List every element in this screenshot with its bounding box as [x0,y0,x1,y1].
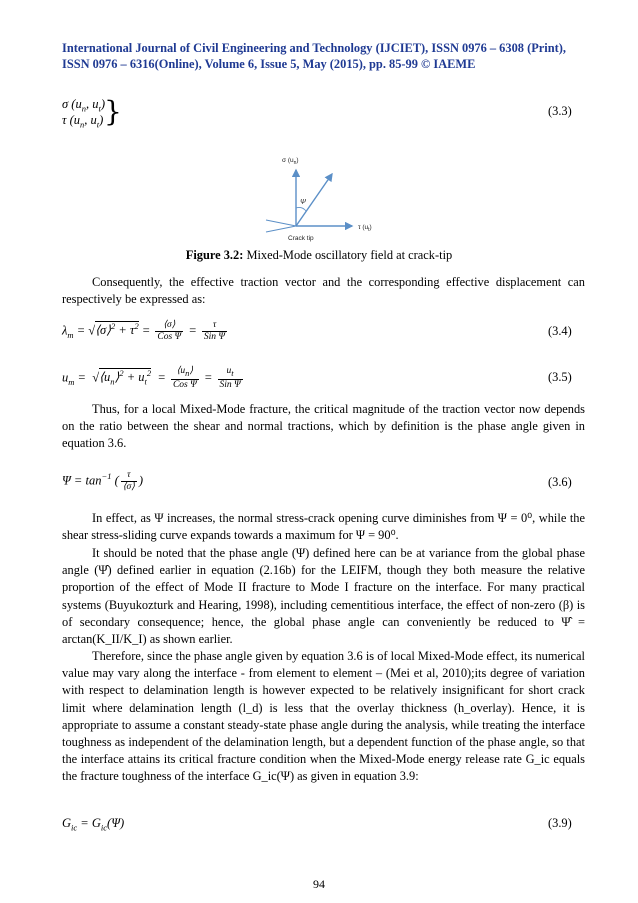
equation-3-3-line-1: σ ($u_n$, $u_t$) [62,97,105,114]
equation-3-6: $\Psi = \tan^{-1}$ ( $\frac{\tau}{⟨\sigma⟩}$ ) [62,470,144,492]
equation-3-9: $G_{ic} = G_{ic}(\Psi)$ [62,816,125,833]
sigma-axis-label: σ $(u_n)$ [282,157,299,166]
equation-3-3-line-2: τ ($u_n$, $u_t$) [62,113,104,130]
equation-3-5-number: (3.5) [548,370,572,384]
paragraph-5: Therefore, since the phase angle given by equation 3.6 is of local Mixed-Mode effect, its numerical value may vary along the interface - from element to element – (Mei et al, 2010);its degree of variation with respect to delamination length is however expected to be relatively insignificant for short crack limit where delamination length (l_d) is less that the overlay thickness (h_overlay). Hence, it is appropriate to assume a constant steady-state phase angle during the analysis, while treating the interface toughness as independent of the delamination length, but a dependent function of the phase angle, so that the interface attains its critical fracture condition when the Mixed-Mode energy release rate G_ic equals the fracture toughness of the interface G_ic(Ψ) as given in equation 3.9: [62,649,585,784]
crack-tip-figure [262,150,422,250]
equation-3-6-number: (3.6) [548,475,572,489]
phase-angle-arc [296,207,306,211]
page-number: 94 [313,877,325,891]
equation-3-4-number: (3.4) [548,324,572,338]
crack-tip-label: Crack tip [288,235,314,242]
header-line-1: International Journal of Civil Engineering and Technology (IJCIET), ISSN 0976 – 6308 (Print), [62,41,566,55]
psi-label: Ψ [300,199,306,206]
journal-header [62,40,582,72]
paragraph-3: In effect, as Ψ increases, the normal stress-crack opening curve diminishes from Ψ = 0⁰, while the shear stress-sliding curve expands towards a maximum for Ψ = 90⁰. [62,511,585,543]
equation-3-3-number: (3.3) [548,104,572,118]
equation-3-5: $u_m$ = $√⟨u_n⟩^2 + u_t^2$ = $\frac{⟨u_n⟩}{\text{Cos Ψ}}$ = $\frac{u_t}{\text{Sin Ψ}}$ [62,366,241,390]
paragraph-2: Thus, for a local Mixed-Mode fracture, the critical magnitude of the traction vector now depends on the ratio between the shear and normal tractions, which by definition is the phase angle given in equation 3.6. [62,402,585,451]
equation-3-9-number: (3.9) [548,816,572,830]
paragraph-1: Consequently, the effective traction vector and the corresponding effective displacement can respectively be expressed as: [62,275,585,307]
crack-face-upper [266,220,296,226]
equation-brace: } [104,95,122,128]
figure-caption [0,248,638,263]
tau-axis-label: τ $(u_t)$ [358,224,372,233]
header-line-2: ISSN 0976 – 6316(Online), Volume 6, Issue 5, May (2015), pp. 85-99 © IAEME [62,57,476,71]
paragraph-4: It should be noted that the phase angle (Ψ) defined here can be at variance from the global phase angle (Ψ̂) defined earlier in equation (2.16b) for the LEIFM, though they both measure the relative proportion of the effect of Mode II fracture to Mode I fracture on the interface. For many practical systems (Buyukozturk and Hearing, 1998), including cementitious interface, the effect of non-zero (β) is of secondary consequence; hence, the global phase angle can conveniently be reduced to Ψ̂ = arctan(K_II/K_I) as shown earlier. [62,546,585,647]
figure-caption-text: Mixed-Mode oscillatory field at crack-tip [243,248,453,262]
equation-3-4: $\lambda_m$ = √⟨σ⟩$^2$ + $\tau^2$ = $\frac{⟨\sigma⟩}{\text{Cos Ψ}}$ = $\frac{\tau}{\text{Sin Ψ}}$ [62,320,226,342]
figure-caption-label: Figure 3.2: [185,248,244,262]
crack-face-lower [266,226,296,232]
